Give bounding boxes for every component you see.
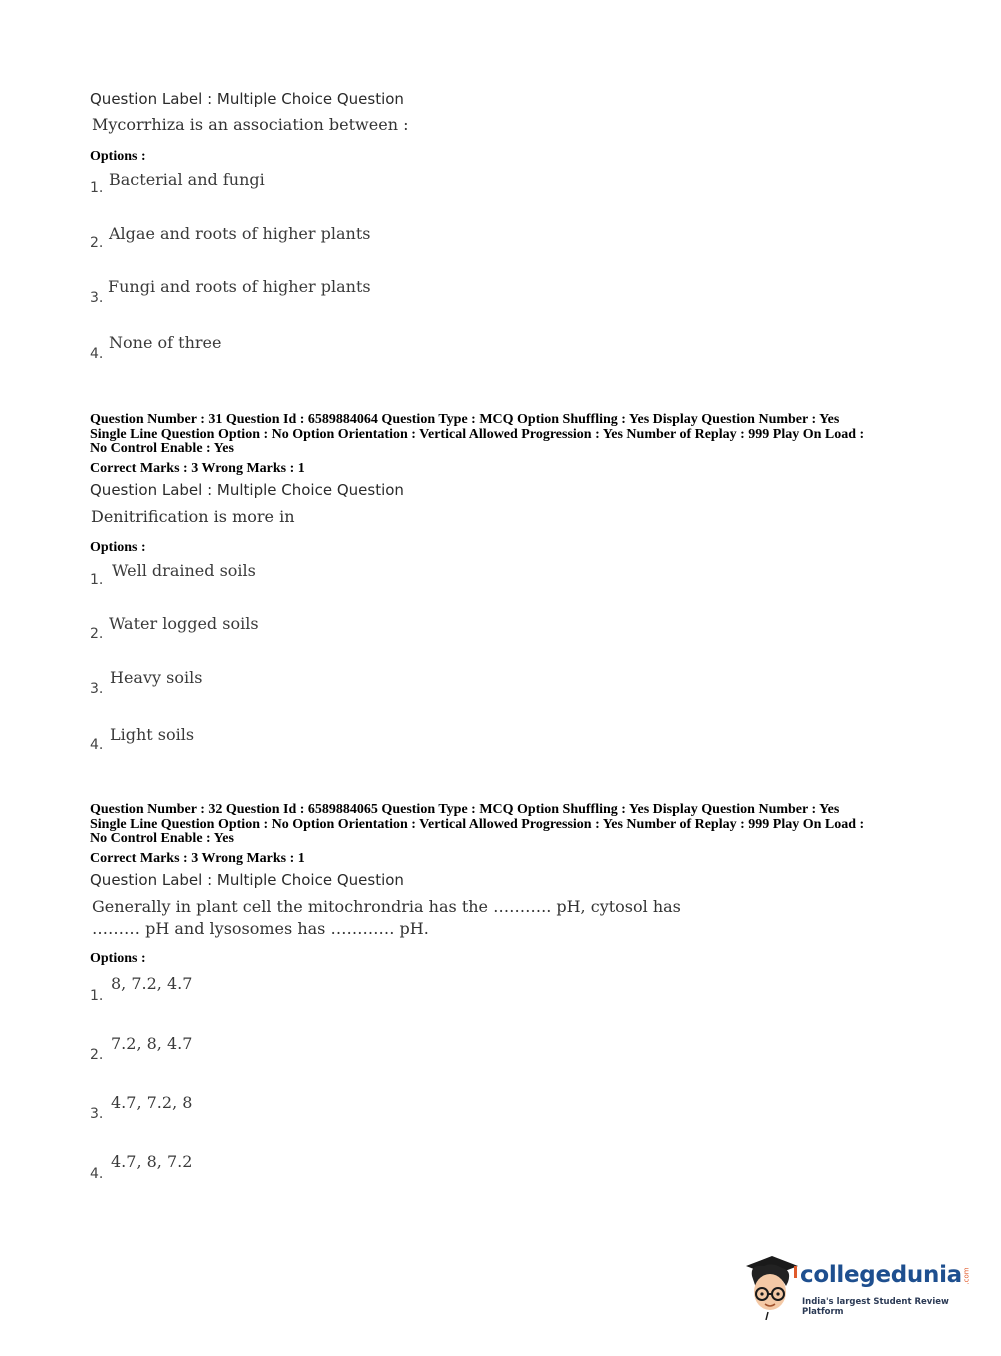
q32-option-4-number: 4. (90, 1166, 104, 1182)
q30-option-2-text: Algae and roots of higher plants (109, 224, 371, 243)
q31-option-4-number: 4. (90, 737, 104, 753)
q31-option-3-number: 3. (90, 681, 104, 697)
q30-option-3-text: Fungi and roots of higher plants (108, 277, 371, 296)
q32-meta-line-1: Question Number : 32 Question Id : 6589884065 Question Type : MCQ Option Shuffling : Yes Display Question Number : Yes (90, 802, 840, 817)
q31-metadata (90, 413, 864, 457)
q30-options-heading: Options : (90, 149, 146, 164)
logo-wordmark: collegedunia (800, 1262, 962, 1288)
q31-options-heading: Options : (90, 540, 146, 555)
q31-question-stem: Denitrification is more in (91, 507, 295, 526)
q30-option-3-number: 3. (90, 290, 104, 306)
q32-option-3-number: 3. (90, 1106, 104, 1122)
q32-option-4-text: 4.7, 8, 7.2 (111, 1152, 193, 1171)
q31-option-4-text: Light soils (110, 725, 195, 744)
q32-metadata (90, 803, 864, 847)
q32-option-2-number: 2. (90, 1047, 104, 1063)
q32-option-2-text: 7.2, 8, 4.7 (111, 1034, 193, 1053)
q32-option-3-text: 4.7, 7.2, 8 (111, 1093, 193, 1112)
logo-tagline: India's largest Student Review Platform (802, 1297, 949, 1317)
q31-option-3-text: Heavy soils (110, 668, 203, 687)
q32-question-stem: Generally in plant cell the mitochrondria has the ……….. pH, cytosol has ……… pH and lysosomes has ………… pH. (92, 897, 681, 938)
q30-option-2-number: 2. (90, 235, 104, 251)
q31-option-1-number: 1. (90, 572, 104, 588)
q32-meta-line-3: No Control Enable : Yes (90, 831, 234, 846)
q32-options-heading: Options : (90, 951, 146, 966)
logo-suffix: .com (962, 1267, 971, 1285)
q31-meta-line-2: Single Line Question Option : No Option Orientation : Vertical Allowed Progression : Yes Number of Replay : 999 Play On Load : (90, 426, 865, 442)
q32-marks: Correct Marks : 3 Wrong Marks : 1 (90, 851, 305, 866)
q30-option-1-text: Bacterial and fungi (109, 170, 265, 189)
q30-option-1-number: 1. (90, 180, 104, 196)
q32-question-label: Question Label : Multiple Choice Question (90, 871, 404, 889)
q31-option-1-text: Well drained soils (112, 561, 256, 580)
q31-meta-line-3: No Control Enable : Yes (90, 441, 234, 456)
q30-question-stem: Mycorrhiza is an association between : (92, 115, 409, 134)
q31-option-2-number: 2. (90, 626, 104, 642)
q31-marks: Correct Marks : 3 Wrong Marks : 1 (90, 461, 305, 476)
q31-meta-line-1: Question Number : 31 Question Id : 6589884064 Question Type : MCQ Option Shuffling : Yes Display Question Number : Yes (90, 412, 840, 427)
q31-question-label: Question Label : Multiple Choice Question (90, 481, 404, 499)
q30-option-4-text: None of three (109, 333, 222, 352)
q32-option-1-text: 8, 7.2, 4.7 (111, 974, 193, 993)
collegedunia-logo (742, 1250, 972, 1320)
q30-option-4-number: 4. (90, 346, 104, 362)
q30-question-label: Question Label : Multiple Choice Question (90, 90, 404, 108)
q31-option-2-text: Water logged soils (109, 614, 259, 633)
student-mascot-icon (742, 1250, 800, 1320)
q32-option-1-number: 1. (90, 988, 104, 1004)
q32-meta-line-2: Single Line Question Option : No Option Orientation : Vertical Allowed Progression : Yes Number of Replay : 999 Play On Load : (90, 816, 865, 832)
